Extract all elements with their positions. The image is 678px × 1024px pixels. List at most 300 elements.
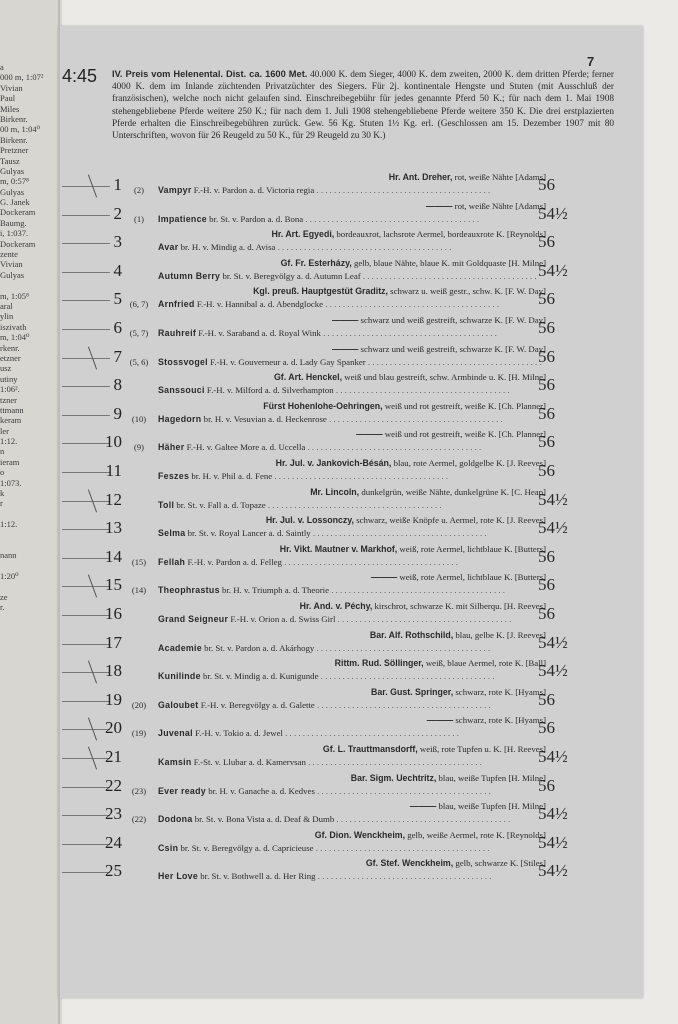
entry-leader-dots: . . . . . . . . . . . . . . . . . . . . . . . . . . . . . . . . . . . . . . . . [314,699,491,710]
entry-colors: gelb, blaue Nähte, blaue K. mit Goldquaste [H. Milne] [353,257,546,268]
strip-line: m, 1:05⁸ [0,290,29,301]
strip-line: ieram [0,456,20,467]
entry-number: 20 [105,718,122,738]
entry-owner: ——— [356,429,383,440]
entry-owner: ——— [331,343,359,354]
entry-owner: Hr. Jul. v. Jankovich-Bésán, [275,458,392,468]
entry-pedigree: br. H. v. Vesuvian a. d. Heckenrose [203,413,327,424]
entry-colors: weiß, rote Aermel, lichtblaue K. [Butters] [399,572,546,583]
entry-horse: Academie [158,642,202,653]
entry-number: 21 [105,747,122,766]
entry-weight: 54½ [538,861,568,881]
entry-weight: 56 [538,403,555,423]
entry-weight: 56 [538,232,555,252]
entry-horse: Feszes [158,471,190,481]
entry-weight: 56 [538,689,555,709]
entry-horse-line [158,414,548,424]
entry-weight: 54½ [538,632,568,652]
entry-owner: Hr. Jul. v. Lossonczy, [265,515,354,526]
entry-number: 23 [105,804,122,824]
strip-line [0,582,60,592]
entry-horse-line [158,357,548,367]
entry-weight: 56 [538,546,555,566]
entry-pedigree: F.-St. v. Llubar a. d. Kamervsan [193,757,306,767]
entry-horse: Hagedorn [158,413,202,424]
entry-horse-line [158,214,548,224]
entry-colors: blau, gelbe K. [J. Reeves] [455,629,546,640]
entry-leader-dots: . . . . . . . . . . . . . . . . . . . . . . . . . . . . . . . . . . . . . . . . [303,213,480,224]
strip-line [0,540,60,550]
entry-colors: schwarz, rote K. [Hyams] [455,715,546,726]
entry-row [62,773,610,802]
entry-colors: weiß, rote Aermel, lichtblaue K. [Butters] [399,543,546,554]
previous-page-text [0,62,60,623]
strip-line: Gulyas [0,269,25,280]
entry-pedigree: br. St. v. Pardon a. d. Bona [209,213,304,224]
entry-horse: Her Love [158,871,199,882]
entry-horse: Stossvogel [158,356,208,367]
entry-row [62,487,610,516]
entry-owner-line [158,830,546,840]
entry-horse-line [158,185,548,195]
entry-number: 16 [105,604,122,623]
entry-leader-dots: . . . . . . . . . . . . . . . . . . . . . . . . . . . . . . . . . . . . . . . . [314,185,491,195]
entry-horse-line [158,871,548,881]
entry-pedigree: F.-H. v. Saraband a. d. Royal Wink [198,328,321,338]
entry-horse-line [158,814,548,824]
entry-colors: weiß und rot gestreift, weiße K. [Ch. Planner] [384,400,546,411]
strip-line: utiny [0,373,18,384]
entry-coupled: (23) [131,785,147,796]
entry-owner: Rittm. Rud. Söllinger, [334,658,424,669]
entry-horse: Csin [158,842,179,853]
entry-weight: 54½ [538,832,568,852]
entry-weight: 56 [538,775,555,795]
entry-coupled: (6, 7) [129,299,149,310]
entry-horse: Grand Seigneur [158,614,229,624]
entry-weight: 56 [538,346,555,366]
entry-weight: 56 [538,718,555,738]
entry-horse: Autumn Berry [158,270,221,281]
entry-leader-dots: . . . . . . . . . . . . . . . . . . . . . . . . . . . . . . . . . . . . . . . . [323,299,500,310]
entry-weight: 54½ [538,661,568,681]
entry-leader-dots: . . . . . . . . . . . . . . . . . . . . . . . . . . . . . . . . . . . . . . . . [281,556,458,567]
entry-weight: 56 [538,289,555,309]
entry-number: 13 [105,518,122,538]
entry-row [62,458,610,487]
entry-number: 18 [105,661,122,681]
entry-number: 9 [113,403,122,423]
strip-line: etzner [0,352,21,363]
strip-line: o [0,467,5,478]
entry-owner: Fürst Hohenlohe-Oehringen, [263,400,383,411]
strip-line: Baumg. [0,217,27,228]
strip-line: iszivath [0,321,27,332]
entry-number: 15 [105,575,122,595]
entry-row [62,258,610,287]
strip-line: Paul [0,93,16,104]
entry-colors: blau, weiße Tupfen [H. Milne] [438,772,546,783]
entry-owner-line [158,601,546,611]
entry-pedigree: br. St. v. Fall a. d. Topaze [176,499,266,510]
entry-leader-dots: . . . . . . . . . . . . . . . . . . . . . . . . . . . . . . . . . . . . . . . . [275,242,452,253]
entry-row [62,401,610,430]
entry-number: 19 [105,689,122,709]
entry-row [62,572,610,601]
strip-line: Vivian [0,82,23,93]
entry-leader-dots: . . . . . . . . . . . . . . . . . . . . . . . . . . . . . . . . . . . . . . . . [315,871,492,882]
entry-number: 17 [105,632,122,652]
strip-line: nann [0,550,17,561]
entry-owner-line [158,286,546,296]
entry-pedigree: br. St. v. Bona Vista a. d. Deaf & Dumb [194,814,335,825]
strip-line: Tausz [0,155,20,166]
entry-horse-line [158,728,548,738]
entry-number: 1 [113,175,122,194]
entry-colors: schwarz und weiß gestreift, schwarze K. [F. W. Day] [360,343,546,354]
entry-colors: schwarz, weiße Knöpfe u. Aermel, rote K. [J. Reeves] [356,515,546,526]
entry-owner: ——— [370,572,398,583]
entry-owner-line [158,429,546,439]
entry-horse-line [158,700,548,710]
strip-line: Dockeram [0,207,36,218]
entry-horse: Impatience [158,213,207,224]
entry-colors: bordeauxrot, lachsrote Aermel, bordeauxrote K. [Reynolds] [336,229,546,240]
entry-horse-line [158,442,548,452]
race-title: IV. Preis vom Helenental. Dist. ca. 1600 Met. [112,69,308,79]
entry-owner-line [158,515,546,525]
entry-row [62,858,610,887]
entry-owner-line [158,172,546,182]
entry-coupled: (19) [131,728,147,739]
entry-horse-line [158,528,548,538]
entry-owner-line [158,544,546,554]
entry-horse-line [158,328,548,338]
entry-leader-dots: . . . . . . . . . . . . . . . . . . . . . . . . . . . . . . . . . . . . . . . . [333,385,510,396]
entry-leader-dots: . . . . . . . . . . . . . . . . . . . . . . . . . . . . . . . . . . . . . . . . [314,642,491,653]
entry-pedigree: F.-H. v. Pardon a. d. Victoria regia [193,185,315,195]
entry-colors: weiß und rot gestreift, weiße K. [Ch. Planner] [384,429,546,440]
entry-colors: rot, weiße Nähte [Adams] [454,172,546,182]
strip-line: Birkenr. [0,134,28,145]
entry-weight: 56 [538,375,555,395]
entry-leader-dots: . . . . . . . . . . . . . . . . . . . . . . . . . . . . . . . . . . . . . . . . [305,442,482,453]
entry-weight: 56 [538,461,555,480]
entry-row [62,429,610,458]
entry-pedigree: F.-H. v. Gouverneur a. d. Lady Gay Spanker [210,356,366,367]
entry-coupled: (9) [134,442,144,453]
entry-owner-line [158,229,546,239]
race-description [112,68,614,142]
entry-number: 12 [105,489,122,509]
strip-line: ze [0,591,8,602]
entry-owner-line [158,773,546,783]
entry-owner-line [158,630,546,640]
strip-line: 00 m, 1:04⁰ [0,124,41,135]
entry-number: 22 [105,775,122,795]
entry-coupled: (1) [134,213,144,224]
entry-row [62,544,610,573]
strip-line: m, 1:04⁰ [0,332,30,343]
strip-line: Gulyas [0,186,25,197]
entry-coupled: (2) [134,185,144,195]
entry-leader-dots: . . . . . . . . . . . . . . . . . . . . . . . . . . . . . . . . . . . . . . . . [320,328,497,338]
entry-horse-line [158,843,548,853]
entry-row [62,801,610,830]
entry-horse: Sanssouci [158,385,205,396]
strip-line: rkenr. [0,342,20,353]
entry-number: 11 [105,461,122,480]
entry-leader-dots: . . . . . . . . . . . . . . . . . . . . . . . . . . . . . . . . . . . . . . . . [360,270,537,281]
entry-horse-line [158,786,548,796]
entry-coupled: (10) [131,413,147,424]
entry-number: 14 [105,546,122,566]
entry-coupled: (5, 6) [129,356,149,367]
entry-colors: schwarz u. weiß gestr., schw. K. [F. W. Day] [390,286,546,297]
entry-leader-dots: . . . . . . . . . . . . . . . . . . . . . . . . . . . . . . . . . . . . . . . . [305,757,482,767]
entry-horse: Galoubet [158,699,199,710]
entry-weight: 54½ [538,260,568,280]
entry-owner-line [158,715,546,725]
entry-weight: 56 [538,432,555,452]
entry-owner-line [158,572,546,582]
entry-colors: blau, weiße Tupfen [H. Milne] [438,801,546,812]
entry-number: 2 [113,203,122,223]
entry-weight: 56 [538,575,555,595]
strip-line: usz [0,363,12,374]
entry-owner-line [158,344,546,354]
entry-row [62,286,610,315]
strip-line: Dockeram [0,238,36,249]
entry-pedigree: F.-H. v. Beregvölgy a. d. Galette [200,699,315,710]
entry-row [62,201,610,230]
strip-line: aral [0,300,13,311]
race-time: 4:45 [62,66,98,86]
race-conditions: 40.000 K. dem Sieger, 4000 K. dem zweiten, 2000 K. dem dritten Pferde; ferner 4000 K. dem im Inlande züchtenden Privatzüchter des Siegers. Für 2j. kontinentale Hengste und Stuten (mit Ausschluß der französischen), welche noch nicht gelaufen sind. Einschreibegebühr für jedes genannte Pferd 50 K.; für nach dem 1. Mai 1908 stehengebliebene Pferde weitere 250 K.; für nach dem 1. Juli 1908 stehengebliebene Pferde weitere 350 K. Die drei erstplazierten Pferde erhalten die Einschreibegebühren zurück. Gew. 56 Kg. Stuten 1½ Kg. erl. (Geschlossen am 15. Dezember 1907 mit 80 Unterschriften, wovon für 26 Reugeld zu 50 K., für 29 Reugeld zu 30 K.) [112,70,614,142]
entry-weight: 54½ [538,203,568,223]
strip-line: Gulyas [0,165,25,176]
entry-horse: Rauhreif [158,328,197,338]
entry-owner-line [158,315,546,325]
entry-owner-line [158,744,546,754]
strip-line [0,530,60,540]
entry-owner: Gf. Stef. Wenckheim, [365,858,454,869]
strip-line [0,613,60,623]
entry-row [62,229,610,258]
entry-number: 4 [113,260,122,280]
entry-leader-dots: . . . . . . . . . . . . . . . . . . . . . . . . . . . . . . . . . . . . . . . . [318,671,495,682]
entry-number: 7 [113,346,122,366]
entry-owner: ——— [331,315,359,325]
entry-owner: ——— [426,200,453,211]
strip-line: 1:12. [0,436,18,447]
entry-row [62,315,610,344]
entry-horse: Selma [158,528,186,539]
strip-line: ttmann [0,404,24,415]
entry-owner: Kgl. preuß. Hauptgestüt Graditz, [253,286,388,297]
entry-row [62,687,610,716]
entry-horse-line [158,557,548,567]
strip-line: 1:06². [0,384,20,395]
entry-number: 3 [113,232,122,252]
entry-horse: Dodona [158,814,193,825]
entry-horse-line [158,271,548,281]
entry-colors: blau, rote Aermel, goldgelbe K. [J. Reeves] [393,458,546,468]
entry-owner: ——— [409,801,437,812]
strip-line: i, 1:037. [0,228,29,239]
entry-coupled: (20) [131,699,147,710]
entry-horse: Fellah [158,556,186,567]
entry-weight: 56 [538,175,555,194]
entry-row [62,744,610,773]
entry-horse-line [158,671,548,681]
entry-coupled: (14) [131,585,147,596]
entry-pedigree: F.-H. v. Pardon a. d. Felleg [187,556,282,567]
strip-line: r [0,498,3,509]
entry-row [62,715,610,744]
entry-pedigree: br. St. v. Royal Lancer a. d. Saintly [187,528,311,539]
entry-leader-dots: . . . . . . . . . . . . . . . . . . . . . . . . . . . . . . . . . . . . . . . . [334,814,511,825]
entry-number: 10 [105,432,122,452]
entry-owner: Gf. Fr. Esterházy, [280,257,352,268]
entry-colors: kirschrot, schwarze K. mit Silberqu. [H. Reeves] [374,601,546,611]
entry-owner: Mr. Lincoln, [310,486,360,497]
entry-horse: Ever ready [158,785,206,796]
strip-line: ylin [0,311,14,322]
entry-pedigree: br. H. v. Phil a. d. Fene [191,471,273,481]
entry-weight: 54½ [538,747,568,766]
entry-horse: Avar [158,242,179,253]
entry-leader-dots: . . . . . . . . . . . . . . . . . . . . . . . . . . . . . . . . . . . . . . . . [310,528,487,539]
page-number: 7 [587,54,595,69]
entry-leader-dots: . . . . . . . . . . . . . . . . . . . . . . . . . . . . . . . . . . . . . . . . [326,413,503,424]
strip-line: ler [0,425,9,436]
entry-row [62,515,610,544]
entry-leader-dots: . . . . . . . . . . . . . . . . . . . . . . . . . . . . . . . . . . . . . . . . [272,471,449,481]
entry-owner: Bar. Alf. Rothschild, [369,629,454,640]
entry-number: 8 [113,375,122,395]
entry-owner-line [158,258,546,268]
strip-line: 1:073. [0,477,22,488]
entry-colors: gelb, weiße Aermel, rote K. [Reynolds] [407,829,546,840]
entry-weight: 56 [538,318,555,337]
entry-pedigree: br. St. v. Bothwell a. d. Her Ring [200,871,316,882]
strip-line: tzner [0,394,17,405]
entry-owner-line [158,201,546,211]
entry-coupled: (5, 7) [129,328,149,338]
entry-leader-dots: . . . . . . . . . . . . . . . . . . . . . . . . . . . . . . . . . . . . . . . . [365,356,542,367]
entry-colors: rot, weiße Nähte [Adams] [454,200,546,211]
entry-owner-line [158,487,546,497]
entry-owner: Gf. L. Trauttmansdorff, [322,744,418,754]
strip-line: a [0,62,4,72]
entry-horse: Häher [158,442,185,453]
strip-line: keram [0,415,22,426]
entry-colors: schwarz und weiß gestreift, schwarze K. [F. W. Day] [360,315,546,325]
entry-horse: Kamsin [158,757,192,767]
entry-horse-line [158,242,548,252]
entry-row [62,601,610,630]
entry-colors: dunkelgrün, weiße Nähte, dunkelgrüne K. [C. Heap] [361,486,546,497]
strip-line: Pretzner [0,145,29,156]
entry-owner: Hr. Art. Egyedi, [271,229,335,240]
entry-pedigree: F.-H. v. Tokio a. d. Jewel [195,728,283,739]
previous-page-strip [0,0,62,1024]
entry-horse: Juvenal [158,728,193,739]
entry-number: 24 [105,832,122,852]
entry-row [62,630,610,659]
entry-horse: Arnfried [158,299,195,310]
entry-pedigree: br. H. v. Triumph a. d. Theorie [221,585,329,596]
strip-line: Birkenr. [0,113,28,124]
strip-line: Vivian [0,259,23,270]
entry-owner-line [158,372,546,382]
page-fold [58,0,60,1024]
entry-owner-line [158,801,546,811]
strip-line: G. Janek [0,197,30,208]
entry-weight: 54½ [538,804,568,824]
entry-owner: Gf. Dion. Wenckheim, [314,829,406,840]
entry-row [62,172,610,201]
strip-line: n [0,446,5,457]
entry-horse-line [158,299,548,309]
entry-number: 5 [113,289,122,309]
entry-horse-line [158,471,548,481]
entry-pedigree: br. H. v. Ganache a. d. Kedves [208,785,315,796]
entry-pedigree: F.-H. v. Orion a. d. Swiss Girl [230,614,336,624]
entry-coupled: (22) [131,814,147,825]
entry-pedigree: F.-H. v. Milford a. d. Silverhampton [206,385,334,396]
entry-weight: 54½ [538,518,568,538]
entry-pedigree: br. St. v. Beregvölgy a. d. Capricieuse [180,842,314,853]
entry-number: 25 [105,861,122,881]
entry-horse-line [158,585,548,595]
entry-horse: Vampyr [158,185,192,195]
strip-line: 1:12. [0,519,18,530]
entry-pedigree: F.-H. v. Hannibal a. d. Abendglocke [196,299,324,310]
entry-horse-line [158,614,548,624]
entry-pedigree: br. St. v. Beregvölgy a. d. Autumn Leaf [222,270,361,281]
entry-colors: schwarz, rote K. [Hyams] [455,686,546,697]
entry-horse: Kunilinde [158,671,201,682]
entry-number: 6 [113,318,122,337]
strip-line [0,280,60,290]
entry-owner: Hr. Vikt. Mautner v. Markhof, [279,543,398,554]
entry-pedigree: F.-H. v. Galtee More a. d. Uccella [186,442,306,453]
entry-weight: 56 [538,604,555,623]
entry-pedigree: br. H. v. Mindig a. d. Avisa [180,242,276,253]
entry-horse-line [158,385,548,395]
strip-line: 000 m, 1:07² [0,72,44,83]
entry-owner: Bar. Sigm. Uechtritz, [350,772,437,783]
strip-line: k [0,488,5,499]
entry-row [62,658,610,687]
entry-row [62,830,610,859]
entry-owner-line [158,687,546,697]
strip-line: m, 0:57⁸ [0,176,29,187]
entry-owner-line [158,401,546,411]
strip-line: r. [0,602,5,613]
entry-horse: Theophrastus [158,585,220,596]
entry-coupled: (15) [131,556,147,567]
entry-horse: Toll [158,499,175,510]
strip-line: Miles [0,103,20,114]
entry-owner-line [158,658,546,668]
entry-horse-line [158,643,548,653]
entry-pedigree: br. St. v. Pardon a. d. Akárhogy [204,642,315,653]
strip-line: zente [0,249,18,260]
entry-leader-dots: . . . . . . . . . . . . . . . . . . . . . . . . . . . . . . . . . . . . . . . . [335,614,512,624]
